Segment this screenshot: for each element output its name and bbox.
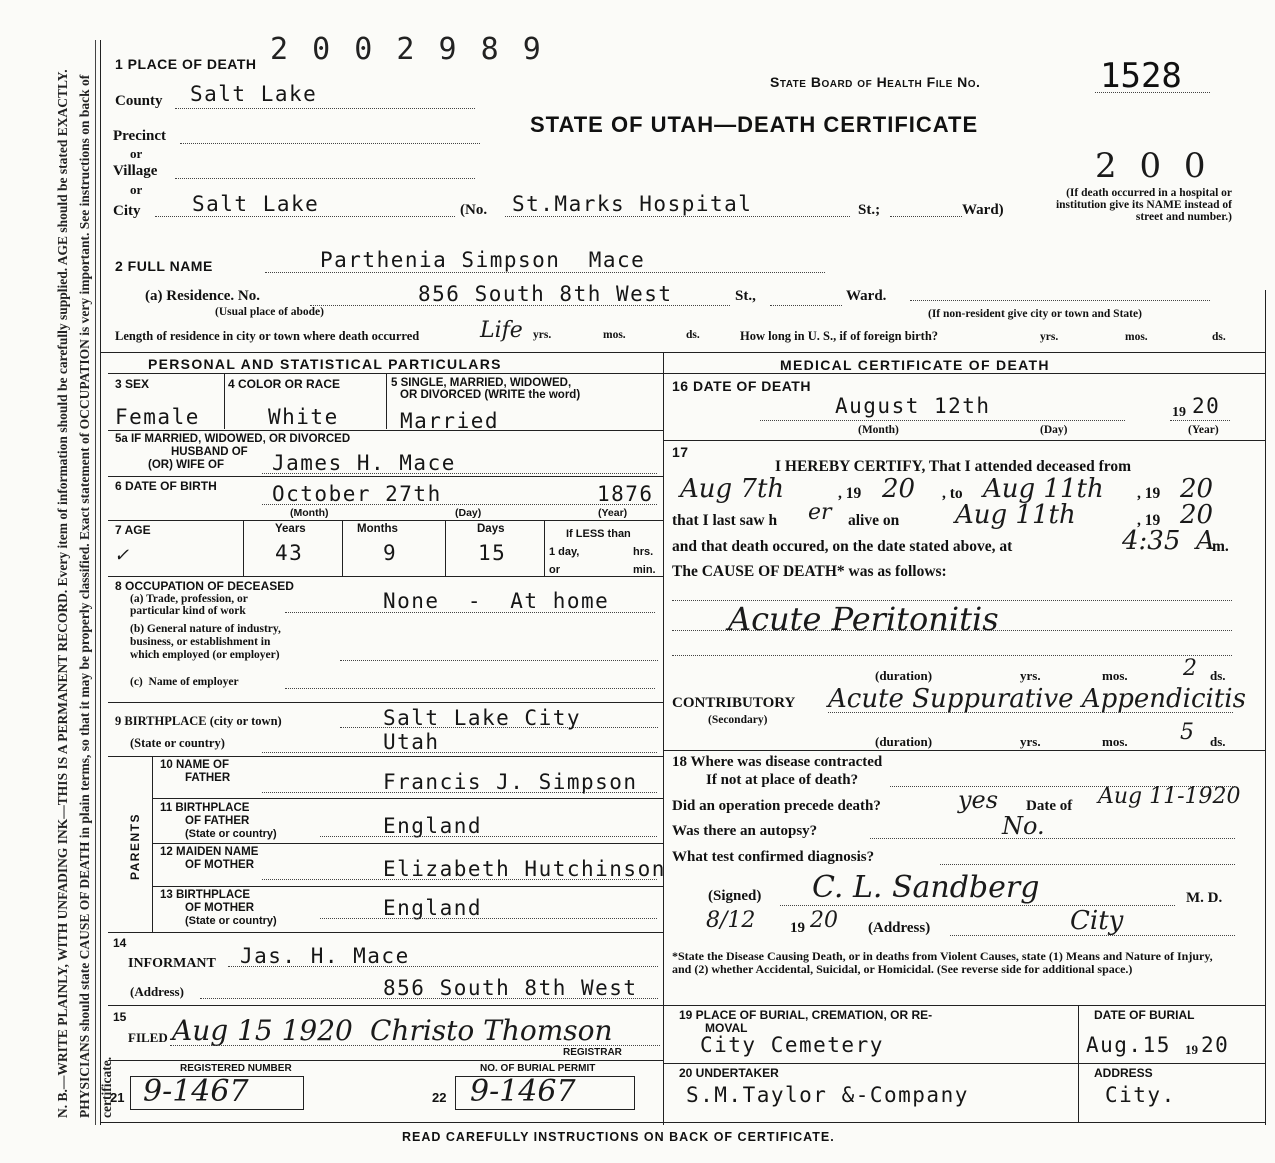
employer-label: (c) Name of employer <box>130 676 239 688</box>
item-17-number: 17 <box>672 444 689 460</box>
certificate-stamp-number: 2 0 0 2 9 8 9 <box>270 32 544 67</box>
physician-address-label: (Address) <box>868 920 931 936</box>
death-time-value: 4:35 <box>1122 526 1181 556</box>
age-days-value: 15 <box>478 541 507 565</box>
undertaker-address-label: ADDRESS <box>1094 1066 1153 1080</box>
duration-1-value: 2 <box>1183 656 1197 681</box>
death-year-century: 19 <box>1172 405 1186 420</box>
city-label: City <box>113 203 141 219</box>
dob-day-label: (Day) <box>455 507 482 519</box>
nonresident-note: (If non-resident give city or town and State) <box>928 308 1142 320</box>
attended-to-year: 20 <box>1180 474 1214 504</box>
operation-date-value: Aug 11-1920 <box>1098 784 1241 809</box>
length-of-residence-value: Life <box>480 318 523 343</box>
secondary-label: (Secondary) <box>708 714 768 726</box>
street-no-label: (No. <box>460 202 488 218</box>
dob-year-label: (Year) <box>598 507 628 519</box>
duration-mos-label-1: mos. <box>1102 668 1128 683</box>
or-label-1: or <box>130 146 143 161</box>
full-name-label: 2 FULL NAME <box>115 258 213 274</box>
dob-month-label: (Month) <box>290 507 329 519</box>
filed-label: FILED <box>128 1030 168 1045</box>
undertaker-address-value: City. <box>1105 1083 1176 1107</box>
parents-label: PARENTS <box>128 813 142 880</box>
last-saw-label: that I last saw h <box>672 512 778 529</box>
operation-label: Did an operation precede death? <box>672 798 881 814</box>
foreign-birth-label: How long in U. S., if of foreign birth? <box>740 329 939 343</box>
less-than-label-2: 1 day, <box>549 546 580 558</box>
sex-label: 3 SEX <box>115 377 150 391</box>
county-value: Salt Lake <box>190 82 318 106</box>
mother-name-label-1: 12 MAIDEN NAME <box>160 846 259 858</box>
death-occurred-label: and that death occured, on the date stated above, at <box>672 538 1013 555</box>
age-label: 7 AGE <box>115 523 151 537</box>
duration-mos-label-2: mos. <box>1102 734 1128 749</box>
cause-of-death-value: Acute Peritonitis <box>728 600 999 638</box>
spouse-label-2: HUSBAND OF <box>171 446 248 458</box>
disease-contracted-label-1: 18 Where was disease contracted <box>672 754 883 770</box>
years-label: Years <box>275 523 306 535</box>
residence-yrs-label: yrs. <box>533 329 552 341</box>
or-label-2: or <box>130 182 143 197</box>
death-year-value: 20 <box>1192 394 1221 418</box>
hospital-note: (If death occurred in a hospital or institution give its NAME instead of street and number.) <box>1055 187 1232 223</box>
less-than-label-3: hrs. <box>633 546 654 558</box>
corner-stamp: 2 0 0 <box>1095 146 1212 186</box>
occupation-b-label-3: which employed (or employer) <box>130 649 280 661</box>
residence-label: (a) Residence. No. <box>145 288 260 304</box>
occupation-b-label-2: business, or establishment in <box>130 636 271 648</box>
marital-label-2: OR DIVORCED (WRITE the word) <box>400 389 581 401</box>
village-label: Village <box>113 163 158 179</box>
burial-permit-label: NO. OF BURIAL PERMIT <box>480 1063 596 1074</box>
marital-label-1: 5 SINGLE, MARRIED, WIDOWED, <box>391 377 572 389</box>
residence-ds-label: ds. <box>686 329 700 341</box>
duration-ds-label-1: ds. <box>1210 668 1226 683</box>
informant-label: INFORMANT <box>128 956 216 971</box>
attended-to-value: Aug 11th <box>983 474 1104 504</box>
residence-value: 856 South 8th West <box>418 282 673 306</box>
full-name-value: Parthenia Simpson Mace <box>320 248 646 272</box>
occupation-a-label-2: particular kind of work <box>130 605 246 617</box>
burial-permit-index: 22 <box>432 1090 447 1105</box>
usual-abode-label: (Usual place of abode) <box>215 306 324 318</box>
age-months-value: 9 <box>383 541 398 565</box>
date-of-death-label: 16 DATE OF DEATH <box>672 378 811 394</box>
age-years-value: 43 <box>275 541 304 565</box>
duration-ds-label-2: ds. <box>1210 734 1226 749</box>
months-label: Months <box>357 523 398 535</box>
sex-value: Female <box>115 405 200 429</box>
spouse-label-1: 5a IF MARRIED, WIDOWED, OR DIVORCED <box>115 433 351 445</box>
burial-date-label: DATE OF BURIAL <box>1094 1008 1195 1022</box>
cause-footnote: *State the Disease Causing Death, or in deaths from Violent Causes, state (1) Means and Nature of Injury, and (2) whether Accidental, Suicidal, or Homicidal. (See reverse side for additional space.) <box>672 949 1213 976</box>
registrar-label: REGISTRAR <box>563 1047 622 1058</box>
father-birthplace-label-2: OF FATHER <box>185 815 250 827</box>
burial-year-value: 20 <box>1201 1033 1230 1057</box>
spouse-label-3: (OR) WIFE OF <box>148 459 225 471</box>
occupation-label: 8 OCCUPATION OF DECEASED <box>115 579 294 593</box>
occupation-value: None - At home <box>383 589 610 613</box>
file-no-label: State Board of Health File No. <box>770 74 981 90</box>
death-time-m: m. <box>1212 538 1229 555</box>
father-name-label-1: 10 NAME OF <box>160 759 230 771</box>
father-birthplace-label-3: (State or country) <box>185 828 277 840</box>
birthplace-state-value: Utah <box>383 730 440 754</box>
residence-ward-label: Ward. <box>846 288 887 304</box>
filed-date-value: Aug 15 1920 <box>172 1014 353 1047</box>
registered-number-index: 21 <box>110 1090 125 1105</box>
contributory-value: Acute Suppurative Appendicitis <box>828 684 1246 714</box>
less-than-label-5: min. <box>633 564 656 576</box>
autopsy-value: No. <box>1002 812 1045 840</box>
death-time-suffix: A <box>1196 526 1215 556</box>
filed-number: 15 <box>113 1010 127 1024</box>
county-label: County <box>115 93 163 109</box>
occupation-a-label-1: (a) Trade, profession, or <box>130 593 248 605</box>
certify-line: I HEREBY CERTIFY, That I attended deceased from <box>775 458 1131 475</box>
burial-place-label-2: MOVAL <box>705 1021 748 1035</box>
place-of-death-label: 1 PLACE OF DEATH <box>115 56 257 72</box>
physician-signature: C. L. Sandberg <box>812 870 1040 905</box>
attended-to-year-prefix: , 19 <box>1137 485 1161 502</box>
precinct-label: Precinct <box>113 128 167 144</box>
dob-label: 6 DATE OF BIRTH <box>115 479 217 493</box>
signed-year-value: 20 <box>810 908 838 933</box>
dob-value: October 27th <box>272 482 442 506</box>
last-saw-pronoun: er <box>808 500 832 525</box>
file-number: 1528 <box>1100 56 1182 96</box>
duration-yrs-label-1: yrs. <box>1020 668 1041 683</box>
undertaker-value: S.M.Taylor &-Company <box>686 1083 969 1107</box>
race-label: 4 COLOR OR RACE <box>228 377 341 391</box>
attended-from-year-prefix: , 19 <box>838 485 862 502</box>
race-value: White <box>268 405 339 429</box>
informant-number: 14 <box>113 936 127 950</box>
mother-name-label-2: OF MOTHER <box>185 859 254 871</box>
birthplace-city-value: Salt Lake City <box>383 706 582 730</box>
mother-name-value: Elizabeth Hutchinson <box>383 857 666 881</box>
mother-birthplace-value: England <box>383 896 483 920</box>
md-label: M. D. <box>1186 890 1223 906</box>
residence-st-label: St., <box>735 288 756 304</box>
physician-address-value: City <box>1070 906 1124 936</box>
alive-on-label: alive on <box>848 512 900 529</box>
father-birthplace-label-1: 11 BIRTHPLACE <box>160 802 250 814</box>
side-instructions: N. B.—WRITE PLAINLY, WITH UNFADING INK—THIS IS A PERMANENT RECORD. Every item of information should be carefully supplied. AGE should be stated EXACTLY. PHYSICIANS should state CAUSE OF DEATH in plain terms, so that it may be properly classified. Exact statement of OCCUPATION is very important. See instructions on back of certificate. <box>55 69 114 1118</box>
registered-number-label: REGISTERED NUMBER <box>180 1063 292 1074</box>
autopsy-label: Was there an autopsy? <box>672 823 818 839</box>
duration-label-2: (duration) <box>875 734 933 749</box>
days-label: Days <box>477 523 505 535</box>
duration-yrs-label-2: yrs. <box>1020 734 1041 749</box>
last-saw-year: 20 <box>1180 500 1214 530</box>
birthplace-state-label: (State or country) <box>130 736 225 750</box>
attended-from-year: 20 <box>882 474 916 504</box>
place-st-label: St.; <box>858 202 881 218</box>
residence-mos-label: mos. <box>603 329 626 341</box>
informant-address-value: 856 South 8th West <box>383 976 638 1000</box>
signed-year-prefix: 19 <box>790 920 805 936</box>
last-saw-year-prefix: , 19 <box>1137 512 1161 529</box>
foreign-ds-label: ds. <box>1212 331 1226 343</box>
certificate-title: STATE OF UTAH—DEATH CERTIFICATE <box>530 112 979 137</box>
birthplace-label: 9 BIRTHPLACE (city or town) <box>115 714 282 728</box>
test-diagnosis-label: What test confirmed diagnosis? <box>672 849 875 865</box>
duration-2-value: 5 <box>1180 720 1194 745</box>
last-saw-date: Aug 11th <box>955 500 1076 530</box>
signed-date-value: 8/12 <box>706 908 756 933</box>
burial-date-value: Aug.15 <box>1086 1033 1171 1057</box>
mother-birthplace-label-3: (State or country) <box>185 915 277 927</box>
undertaker-label: 20 UNDERTAKER <box>679 1066 779 1080</box>
personal-heading: PERSONAL AND STATISTICAL PARTICULARS <box>148 356 502 372</box>
contributory-label: CONTRIBUTORY <box>672 695 796 711</box>
death-day-label: (Day) <box>1040 424 1068 436</box>
occupation-b-label-1: (b) General nature of industry, <box>130 623 281 635</box>
attended-from-value: Aug 7th <box>680 474 785 504</box>
foreign-mos-label: mos. <box>1125 331 1148 343</box>
informant-address-label: (Address) <box>130 984 184 999</box>
mother-birthplace-label-1: 13 BIRTHPLACE <box>160 889 251 901</box>
place-address-value: St.Marks Hospital <box>512 192 753 216</box>
dob-year: 1876 <box>597 482 654 506</box>
death-month-label: (Month) <box>858 424 899 436</box>
operation-value: yes <box>958 786 999 814</box>
footer-instructions: READ CAREFULLY INSTRUCTIONS ON BACK OF CERTIFICATE. <box>402 1130 835 1144</box>
medical-heading: MEDICAL CERTIFICATE OF DEATH <box>780 357 1050 373</box>
disease-contracted-label-2: If not at place of death? <box>706 772 859 788</box>
cause-of-death-label: The CAUSE OF DEATH* was as follows: <box>672 563 947 580</box>
burial-place-value: City Cemetery <box>700 1033 884 1057</box>
length-of-residence-label: Length of residence in city or town where death occurred <box>115 329 420 343</box>
place-ward-label: Ward) <box>962 202 1004 218</box>
attended-to-label: , to <box>942 485 963 502</box>
less-than-label-1: If LESS than <box>566 528 631 540</box>
age-check-mark: ✓ <box>114 545 130 566</box>
burial-year-century: 19 <box>1185 1042 1198 1057</box>
city-value: Salt Lake <box>192 192 320 216</box>
informant-value: Jas. H. Mace <box>240 944 410 968</box>
less-than-label-4: or <box>549 564 560 576</box>
burial-permit-value: 9-1467 <box>470 1074 576 1109</box>
registered-number-value: 9-1467 <box>143 1074 249 1109</box>
signed-label: (Signed) <box>708 888 762 904</box>
father-name-value: Francis J. Simpson <box>383 770 638 794</box>
father-birthplace-value: England <box>383 814 483 838</box>
operation-date-label: Date of <box>1026 798 1073 814</box>
foreign-yrs-label: yrs. <box>1040 331 1059 343</box>
father-name-label-2: FATHER <box>185 772 231 784</box>
date-of-death-value: August 12th <box>835 394 991 418</box>
death-year-label: (Year) <box>1188 424 1219 436</box>
spouse-value: James H. Mace <box>272 451 456 475</box>
mother-birthplace-label-2: OF MOTHER <box>185 902 254 914</box>
registrar-signature: Christo Thomson <box>370 1014 613 1047</box>
marital-value: Married <box>400 409 500 433</box>
burial-place-label-1: 19 PLACE OF BURIAL, CREMATION, OR RE- <box>679 1008 933 1022</box>
duration-label-1: (duration) <box>875 668 933 683</box>
